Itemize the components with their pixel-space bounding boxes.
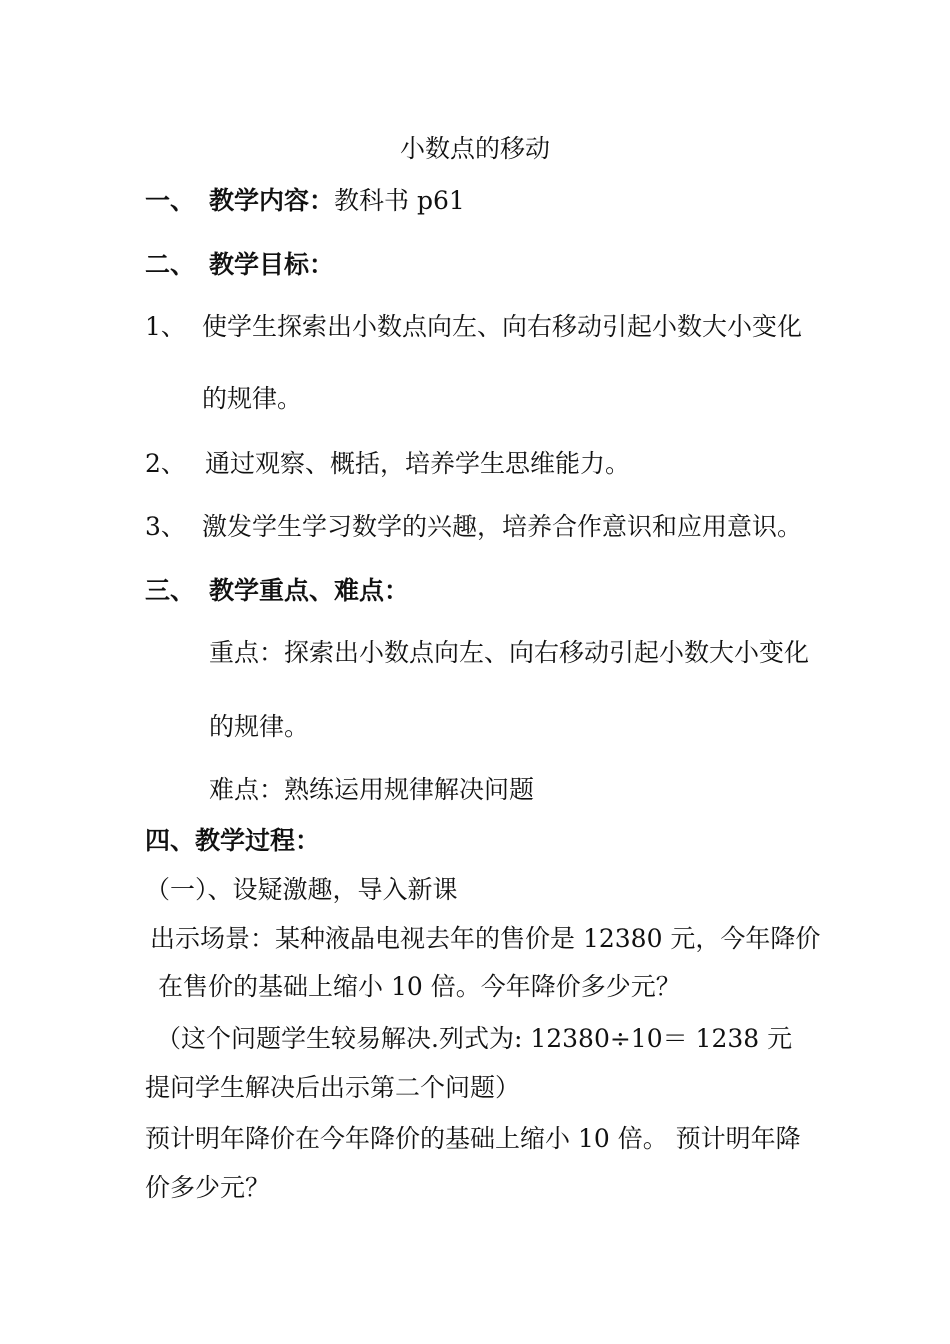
section-1-heading — [209, 186, 465, 216]
step-1-heading: （一）、设疑激趣，导入新课 — [145, 875, 458, 904]
goal-2-line-1: 通过观察、概括，培养学生思维能力。 — [205, 449, 631, 478]
section-1-text: 教科书 p61 — [334, 186, 465, 215]
section-3-number: 三、 — [145, 576, 196, 605]
section-2-label: 教学目标： — [209, 250, 335, 279]
section-4-heading: 四、教学过程： — [145, 826, 321, 855]
key-point-line-1: 重点：探索出小数点向左、向右移动引起小数大小变化 — [209, 638, 810, 667]
goal-1-number: 1、 — [145, 312, 186, 341]
scene-line-2: 在售价的基础上缩小 10 倍。今年降价多少元？ — [158, 972, 681, 1001]
key-point-line-2: 的规律。 — [209, 712, 310, 741]
goal-1-line-2: 的规律。 — [202, 384, 303, 413]
note-line-2: 提问学生解决后出示第二个问题） — [145, 1073, 521, 1102]
difficulty-line: 难点：熟练运用规律解决问题 — [209, 775, 535, 804]
section-1-number: 一、 — [145, 186, 196, 215]
scene-line-1: 出示场景：某种液晶电视去年的售价是 12380 元，今年降价 — [150, 924, 821, 953]
section-1-label: 教学内容： — [209, 186, 335, 215]
section-2-number: 二、 — [145, 250, 196, 279]
page-title: 小数点的移动 — [399, 134, 550, 163]
section-3-label: 教学重点、难点： — [209, 576, 410, 605]
goal-3-number: 3、 — [145, 512, 186, 541]
question-2-line-1: 预计明年降价在今年降价的基础上缩小 10 倍。 预计明年降 — [145, 1124, 801, 1153]
goal-3-line-1: 激发学生学习数学的兴趣，培养合作意识和应用意识。 — [202, 512, 803, 541]
question-2-line-2: 价多少元？ — [145, 1173, 271, 1202]
goal-2-number: 2、 — [145, 449, 186, 478]
note-line-1: （这个问题学生较易解决.列式为: 12380÷10＝ 1238 元 — [156, 1024, 793, 1053]
goal-1-line-1: 使学生探索出小数点向左、向右移动引起小数大小变化 — [202, 312, 803, 341]
